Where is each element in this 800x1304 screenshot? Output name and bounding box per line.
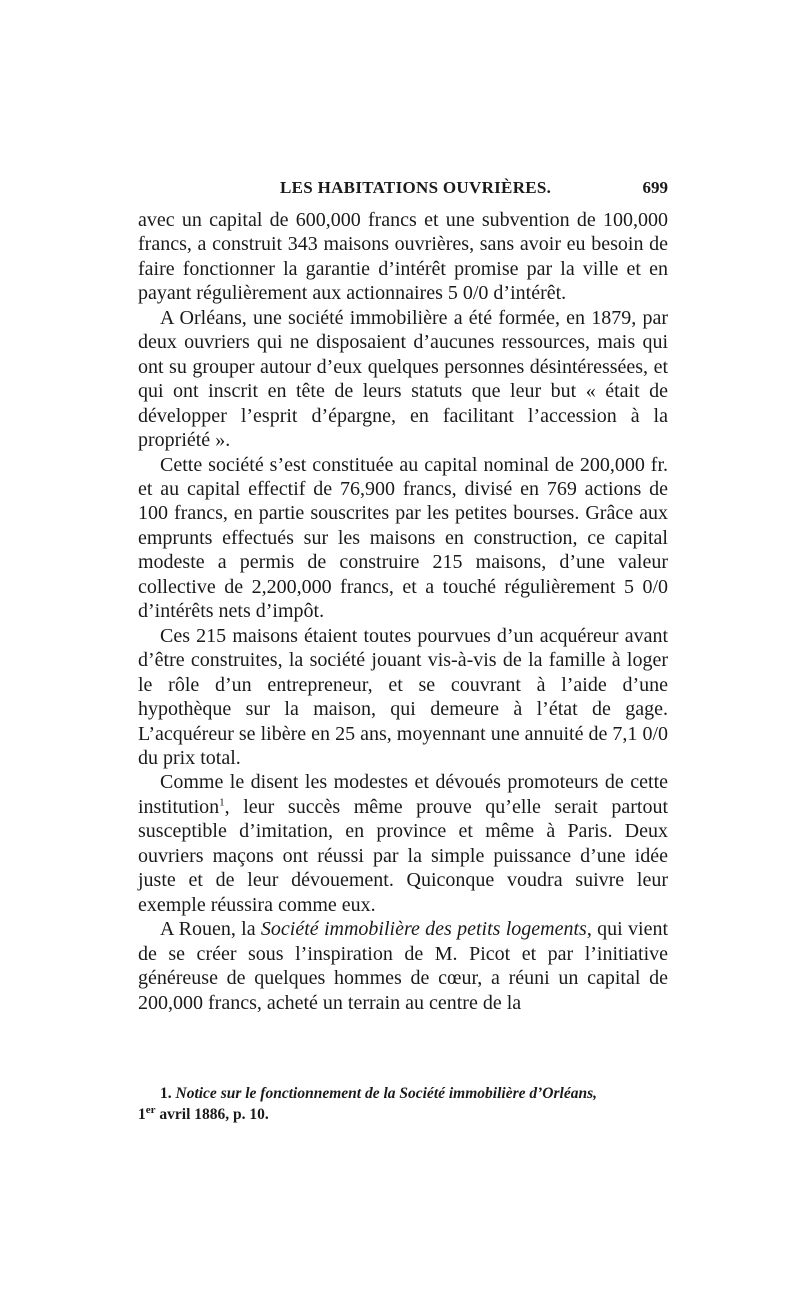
- body-text: [138, 208, 668, 1015]
- paragraph-3: Cette société s’est constituée au capital nominal de 200,000 fr. et au capital effectif de 76,900 francs, divisé en 769 actions de 100 francs, en partie souscrites par les petites bourses. Grâce aux emprunts effectués sur les maisons en construction, ce capital modeste a permis de construire 215 maisons, d’une valeur collective de 2,200,000 francs, et a touché régulièrement 5 0/0 d’intérêts nets d’impôt.: [138, 453, 668, 623]
- footnote-reference[interactable]: 1: [219, 796, 225, 809]
- footnote-number: 1.: [160, 1085, 172, 1102]
- paragraph-4: Ces 215 maisons étaient toutes pourvues d’un acquéreur avant d’être construites, la société jouant vis-à-vis de la famille à loger le rôle d’un entrepreneur, et se couvrant à l’aide d’une hypothèque sur la maison, qui demeure à l’état de gage. L’acquéreur se libère en 25 ans, moyennant une annuité de 7,1 0/0 du prix total.: [138, 624, 668, 769]
- paragraph-5-end: , leur succès même prouve qu’elle serait partout susceptible d’imitation, en province et même à Paris. Deux ouvriers maçons ont réussi par la simple puissance d’une idée juste et de leur dévouement. Quiconque voudra suivre leur exemple réussira comme eux.: [138, 795, 668, 916]
- paragraph-6-start: A Rouen, la: [160, 918, 261, 941]
- footnote-date-superscript: er: [145, 1103, 156, 1116]
- paragraph-5-start: Comme le disent les modestes et dévoués promoteurs de cette institution: [138, 771, 668, 818]
- paragraph-5: [138, 770, 668, 917]
- footnote: [138, 1083, 668, 1125]
- footnote-text: [138, 1083, 668, 1125]
- paragraph-6-end: , qui vient de se créer sous l’inspiration de M. Picot et par l’initiative généreuse de quelques hommes de cœur, a réuni un capital de 200,000 francs, acheté un terrain au centre de la: [138, 918, 669, 1014]
- page-number: 699: [642, 178, 668, 197]
- footnote-date-rest: avril 1886, p. 10.: [155, 1106, 269, 1123]
- footnote-date-day: 1: [138, 1106, 146, 1123]
- page-header: [138, 178, 668, 202]
- paragraph-6: [138, 917, 668, 1015]
- society-name: Société immobilière des petits logements: [260, 918, 587, 941]
- paragraph-2: A Orléans, une société immobilière a été formée, en 1879, par deux ouvriers qui ne disposaient d’aucunes ressources, mais qui ont su grouper autour d’eux quelques personnes désintéressées, et qui ont inscrit en tête de leurs statuts que leur but « était de développer l’esprit d’épargne, en facilitant l’accession à la propriété ».: [138, 306, 668, 452]
- footnote-title: Notice sur le fonctionnement de la Société immobilière d’Orléans,: [175, 1085, 597, 1102]
- paragraph-1: avec un capital de 600,000 francs et une subvention de 100,000 francs, a construit 343 maisons ouvrières, sans avoir eu besoin de faire fonctionner la garantie d’intérêt promise par la ville et en payant régulièrement aux actionnaires 5 0/0 d’intérêt.: [138, 209, 668, 305]
- running-title: LES HABITATIONS OUVRIÈRES.: [280, 178, 552, 197]
